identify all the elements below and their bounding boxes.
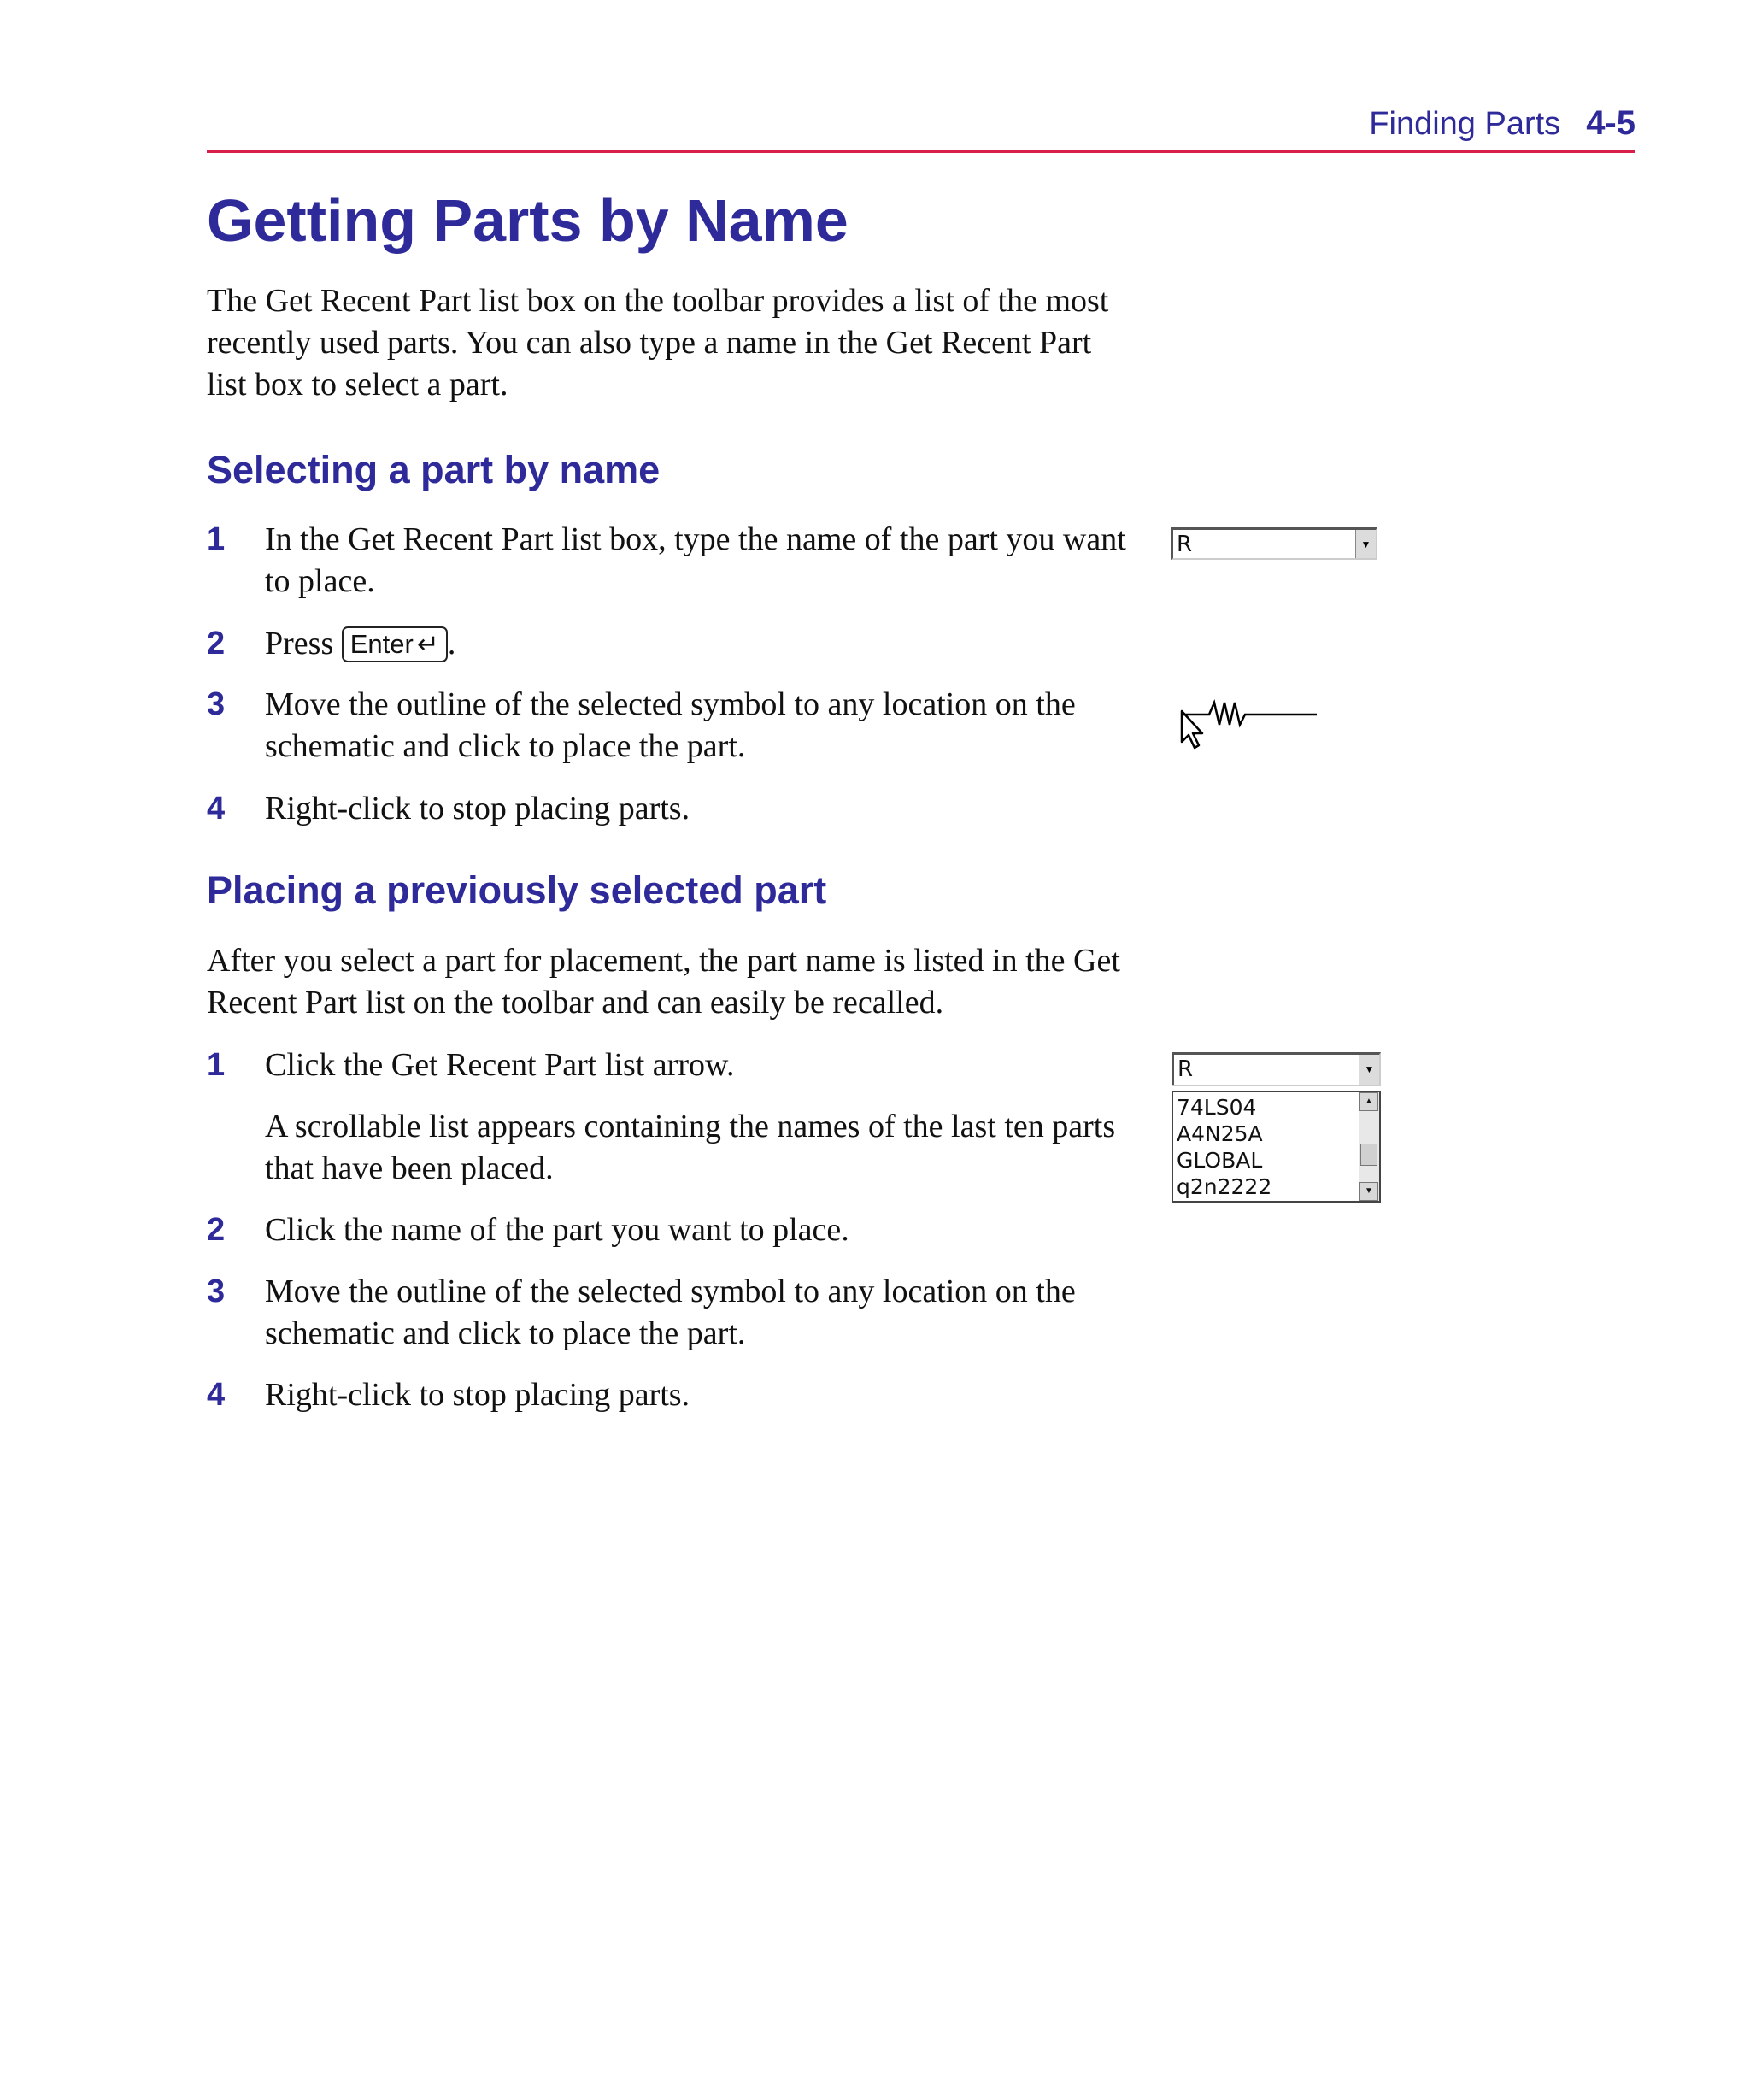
list-item[interactable]: q2n2222 [1177, 1174, 1272, 1199]
chevron-down-icon[interactable]: ▼ [1359, 1055, 1379, 1085]
step-number: 4 [207, 791, 226, 826]
page-title: Getting Parts by Name [207, 187, 849, 254]
period-text: . [447, 626, 456, 662]
step-text: Move the outline of the selected symbol to any location on the schematic and click to place the part. [265, 1274, 1076, 1351]
running-header-section: Finding Parts [1369, 106, 1561, 142]
arrow-pointer-icon [1182, 711, 1202, 748]
section-heading-previously-selected: Placing a previously selected part [207, 868, 827, 912]
step-number: 1 [207, 521, 226, 557]
section2-intro: After you select a part for placement, the part name is listed in the Get Recent Part list on the toolbar and can easily be recalled. [207, 943, 1120, 1021]
get-recent-part-combo[interactable] [1171, 527, 1377, 560]
resistor-symbol-icon [1182, 703, 1317, 725]
step-number: 3 [207, 1274, 226, 1309]
step-text: Right-click to stop placing parts. [265, 791, 690, 826]
list-item[interactable]: 74LS04 [1177, 1095, 1257, 1120]
scroll-thumb[interactable] [1360, 1144, 1377, 1166]
step-number: 3 [207, 686, 226, 722]
step-number: 2 [207, 1212, 226, 1248]
intro-paragraph: The Get Recent Part list box on the toolbar provides a list of the most recently used parts. You can also type a name in the Get Recent Part list box to select a part. [207, 283, 1109, 403]
enter-arrow-icon: ↵ [416, 629, 439, 659]
chevron-down-icon[interactable]: ▼ [1355, 530, 1376, 558]
list-item[interactable]: GLOBAL [1177, 1148, 1263, 1173]
step-number: 4 [207, 1377, 226, 1413]
step-text: Right-click to stop placing parts. [265, 1377, 690, 1413]
enter-key [342, 626, 448, 662]
step-text: Click the name of the part you want to place. [265, 1212, 849, 1248]
step-note: A scrollable list appears containing the names of the last ten parts that have been placed. [265, 1109, 1116, 1186]
scroll-down-icon[interactable]: ▼ [1359, 1182, 1378, 1201]
combo-value: R [1177, 532, 1193, 557]
combo-value: R [1177, 1056, 1194, 1082]
step-text: In the Get Recent Part list box, type the name of the part you want to place. [265, 521, 1126, 599]
enter-key-label: Enter [349, 629, 414, 659]
press-text: Press [265, 626, 334, 662]
get-recent-part-combo-open[interactable] [1172, 1052, 1381, 1086]
scroll-up-icon[interactable]: ▲ [1359, 1092, 1378, 1111]
section-heading-select-by-name: Selecting a part by name [207, 448, 661, 491]
step-text: Move the outline of the selected symbol to any location on the schematic and click to place the part. [265, 686, 1076, 764]
page-number: 4-5 [1586, 104, 1635, 142]
recent-parts-list[interactable] [1172, 1091, 1381, 1203]
list-scrollbar[interactable] [1359, 1092, 1379, 1201]
step-number: 1 [207, 1047, 226, 1083]
header-rule [207, 150, 1635, 153]
cursor-with-resistor-outline [1175, 694, 1320, 762]
step-text [265, 623, 1128, 665]
step-number: 2 [207, 626, 226, 662]
list-item[interactable]: A4N25A [1177, 1121, 1263, 1146]
running-header [1369, 104, 1635, 143]
step-text: Click the Get Recent Part list arrow. [265, 1047, 735, 1083]
